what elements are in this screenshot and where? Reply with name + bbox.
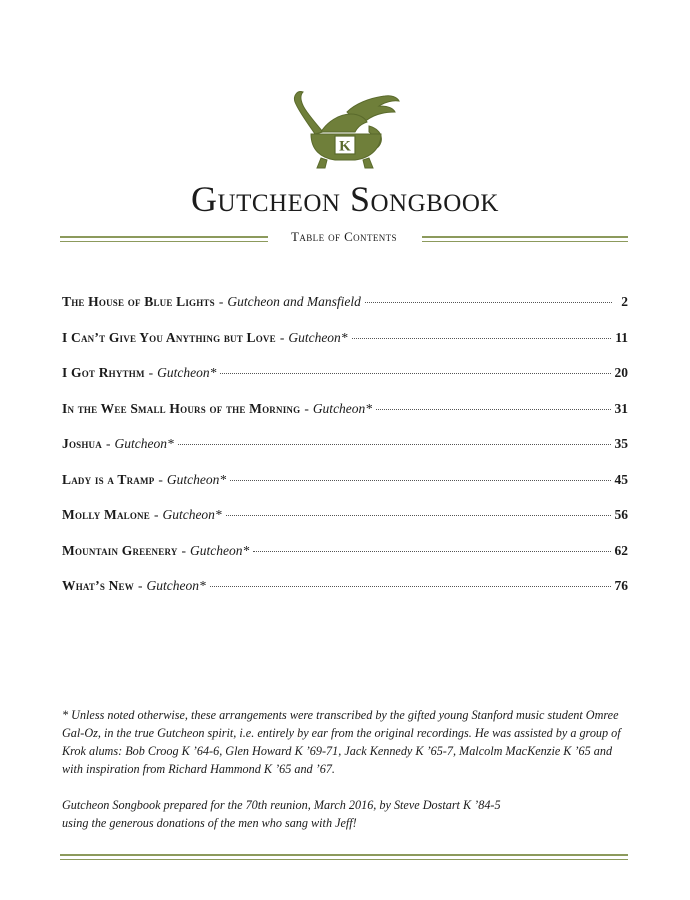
dot-leader: [253, 551, 610, 552]
page-number: 11: [615, 329, 628, 345]
toc-entry[interactable]: [62, 365, 628, 401]
separator: -: [181, 542, 187, 558]
song-title: Mountain Greenery: [62, 542, 178, 558]
toc-heading: Table of Contents: [291, 229, 397, 244]
song-title: The House of Blue Lights: [62, 294, 215, 309]
page-number: 45: [614, 471, 628, 487]
song-title: Molly Malone: [62, 507, 150, 522]
separator: -: [148, 365, 154, 380]
arranger: Gutcheon*: [312, 400, 373, 416]
song-title: In the Wee Small Hours of the Morning: [62, 400, 301, 416]
dot-leader: [210, 586, 611, 587]
separator: -: [158, 471, 163, 487]
song-title: I Got Rhythm: [62, 365, 145, 380]
toc-entry[interactable]: [62, 578, 628, 614]
dot-leader: [230, 480, 610, 481]
page-number: 56: [614, 507, 628, 522]
toc-entry[interactable]: [62, 543, 628, 579]
page-number: 2: [621, 294, 628, 309]
toc-entry[interactable]: [62, 401, 628, 437]
separator: -: [105, 436, 111, 451]
separator: -: [279, 329, 285, 345]
emblem-letter: K: [339, 138, 351, 155]
dot-leader: [376, 409, 610, 410]
separator: -: [218, 294, 224, 309]
dot-leader: [226, 515, 611, 516]
song-title: Joshua: [62, 436, 102, 451]
arranger: Gutcheon*: [288, 329, 348, 345]
divider-right: [422, 236, 628, 242]
song-title: What’s New: [62, 578, 134, 593]
arranger: Gutcheon*: [190, 542, 250, 558]
separator: -: [137, 578, 143, 593]
prepared-by-line-1: Gutcheon Songbook prepared for the 70th reunion, March 2016, by Steve Dostart K ’84-5: [62, 798, 501, 812]
separator: -: [304, 400, 309, 416]
arranger: Gutcheon*: [146, 578, 206, 593]
arranger: Gutcheon*: [157, 365, 217, 380]
toc-entry[interactable]: [62, 507, 628, 543]
dot-leader: [365, 302, 612, 303]
prepared-by-line-2: using the generous donations of the men who sang with Jeff!: [62, 816, 357, 830]
toc-entry[interactable]: [62, 294, 628, 330]
crocodile-bathtub-logo-icon: [285, 82, 405, 172]
arranger: Gutcheon and Mansfield: [227, 294, 361, 309]
page-title: Gutcheon Songbook: [191, 179, 499, 219]
song-title: Lady is a Tramp: [62, 471, 155, 487]
toc-entry[interactable]: [62, 472, 628, 508]
prepared-by-note: [62, 796, 632, 832]
dot-leader: [352, 338, 612, 339]
page-number: 35: [614, 436, 628, 451]
separator: -: [153, 507, 159, 522]
table-of-contents: [62, 294, 628, 614]
arranger: Gutcheon*: [162, 507, 222, 522]
dot-leader: [178, 444, 611, 445]
footnote: * Unless noted otherwise, these arrangements were transcribed by the gifted young Stanford music student Omree Gal-Oz, in the true Gutcheon spirit, i.e. entirely by ear from the original recordings. He was assisted by a group of Krok alums: Bob Croog K ’64-6, Glen Howard K ’69-71, Jack Kennedy K ’65-7, Malcolm MacKenzie K ’65 and with inspiration from Richard Hammond K ’65 and ’67.: [62, 708, 621, 776]
dot-leader: [220, 373, 610, 374]
page-number: 31: [614, 400, 628, 416]
heading-rule-row: [60, 229, 628, 246]
arranger: Gutcheon*: [166, 471, 227, 487]
page-number: 62: [614, 542, 628, 558]
toc-entry[interactable]: [62, 330, 628, 366]
arranger: Gutcheon*: [114, 436, 174, 451]
song-title: I Can’t Give You Anything but Love: [62, 329, 276, 345]
page-number: 20: [614, 365, 628, 380]
page-number: 76: [614, 578, 628, 593]
bottom-divider: [60, 854, 628, 860]
toc-entry[interactable]: [62, 436, 628, 472]
